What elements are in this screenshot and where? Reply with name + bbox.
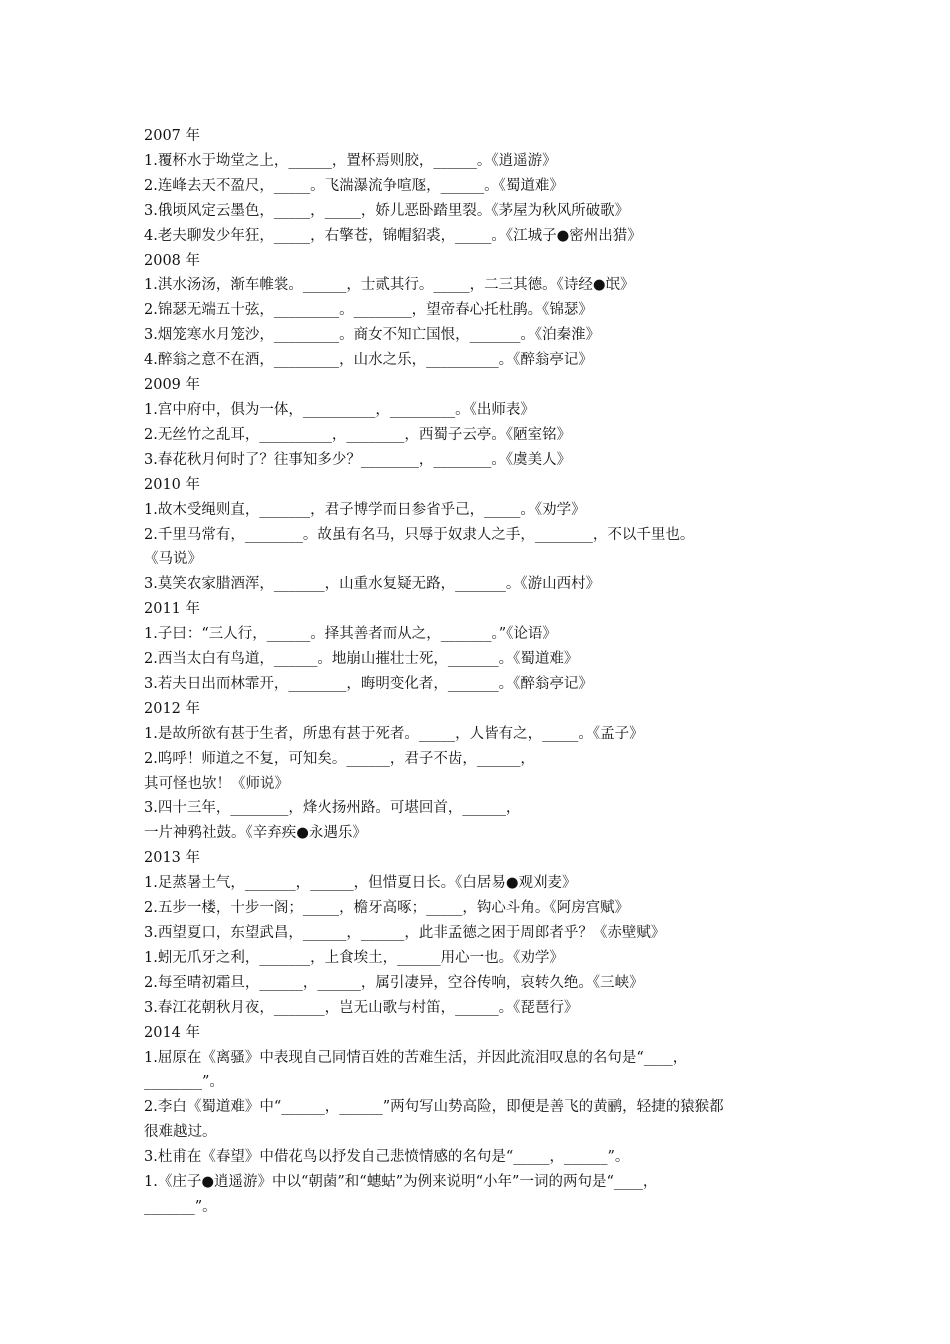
question-line: 2.西当太白有鸟道，______。地崩山摧壮士死，_______。《蜀道难》 (144, 651, 579, 668)
question-line-continued: 很难越过。 (144, 1124, 217, 1141)
question-line: 1.宫中府中，俱为一体，__________，_________。《出师表》 (144, 401, 535, 418)
question-line: 2.无丝竹之乱耳，__________，________，西蜀子云亭。《陋室铭》 (144, 426, 572, 443)
question-line-continued: 《马说》 (144, 551, 202, 568)
question-line: 2.连峰去天不盈尺，_____。飞湍瀑流争喧豗，______。《蜀道难》 (144, 177, 564, 194)
question-line: 3.莫笑农家腊酒浑，_______，山重水复疑无路，_______。《游山西村》 (144, 576, 601, 593)
question-line: 1.蚓无爪牙之利，_______，上食埃土，______用心一也。《劝学》 (144, 949, 564, 966)
question-line-continued: 其可怪也欤！《师说》 (144, 775, 289, 792)
year-heading-2008: 2008 年 (144, 252, 201, 269)
question-line: 1.足蒸暑土气，_______，______，但惜夏日长。《白居易●观刈麦》 (144, 875, 577, 892)
question-line: 4.老夫聊发少年狂，_____，右擎苍，锦帽貂裘，_____。《江城子●密州出猎》 (144, 227, 642, 244)
question-line: 2.千里马常有，________。故虽有名马，只辱于奴隶人之手，________，不以千里也。 (144, 526, 695, 543)
question-line: 3.春花秋月何时了？往事知多少？________，________。《虞美人》 (144, 451, 572, 468)
question-line: 3.春江花朝秋月夜，_______，岂无山歌与村笛，______。《琵琶行》 (144, 999, 579, 1016)
question-line: 4.醉翁之意不在酒，_________，山水之乐，__________。《醉翁亭记》 (144, 352, 593, 369)
year-heading-2013: 2013 年 (144, 850, 201, 867)
question-line-continued: ________”。 (144, 1074, 224, 1091)
year-heading-2007: 2007 年 (144, 128, 201, 144)
question-line: 1.淇水汤汤，渐车帷裳。______，士贰其行。_____，二三其德。《诗经●氓》 (144, 277, 635, 294)
year-heading-2012: 2012 年 (144, 700, 201, 717)
year-heading-2011: 2011 年 (144, 601, 201, 618)
question-line: 3.若夫日出而林霏开，________，晦明变化者，_______。《醉翁亭记》 (144, 675, 593, 692)
question-line: 3.四十三年，________，烽火扬州路。可堪回首，______， (144, 800, 521, 817)
question-line: 1.子曰：“三人行，______。择其善者而从之，_______。”《论语》 (144, 626, 557, 643)
year-heading-2014: 2014 年 (144, 1024, 201, 1041)
question-line: 3.烟笼寒水月笼沙，_________。商女不知亡国恨，_______。《泊秦淮》 (144, 327, 601, 344)
question-line: 3.西望夏口，东望武昌，______，______，此非孟德之困于周郎者乎？《赤壁赋》 (144, 925, 666, 941)
question-line: 1.《庄子●逍遥游》中以“朝菌”和“蟪蛄”为例来说明“小年”一词的两句是“____， (144, 1174, 658, 1191)
question-line: 2.李白《蜀道难》中“______，______”两句写山势高险，即便是善飞的黄鹂，轻捷的猿猴都 (144, 1099, 724, 1116)
question-line: 2.锦瑟无端五十弦，_________。________，望帝春心托杜鹃。《锦瑟》 (144, 302, 593, 319)
question-line: 2.五步一楼，十步一阁；_____，檐牙高啄；_____，钩心斗角。《阿房宫赋》 (144, 900, 630, 917)
question-line: 1.故木受绳则直，_______，君子博学而日参省乎己，_____。《劝学》 (144, 501, 586, 518)
question-line: 1.屈原在《离骚》中表现自己同情百姓的苦难生活，并因此流泪叹息的名句是“____， (144, 1049, 688, 1066)
document-page (144, 124, 814, 1220)
year-heading-2010: 2010 年 (144, 476, 201, 493)
question-line: 3.俄顷风定云墨色，_____，_____，娇儿恶卧踏里裂。《茅屋为秋风所破歌》 (144, 202, 630, 219)
question-line: 2.呜呼！师道之不复，可知矣。______，君子不齿，______， (144, 750, 535, 767)
question-line: 2.每至晴初霜旦，______，______，属引凄异，空谷传响，哀转久绝。《三峡》 (144, 974, 644, 991)
question-line-continued: 一片神鸦社鼓。《辛弃疾●永遇乐》 (144, 825, 367, 842)
question-line: 3.杜甫在《春望》中借花鸟以抒发自己悲愤情感的名句是“_____，______”。 (144, 1149, 630, 1166)
question-line-continued: _______”。 (144, 1198, 217, 1215)
year-heading-2009: 2009 年 (144, 377, 201, 394)
question-line: 1.是故所欲有甚于生者，所患有甚于死者。_____，人皆有之，_____。《孟子》 (144, 725, 644, 742)
question-line: 1.覆杯水于坳堂之上，______，置杯焉则胶，______。《逍遥游》 (144, 152, 557, 169)
